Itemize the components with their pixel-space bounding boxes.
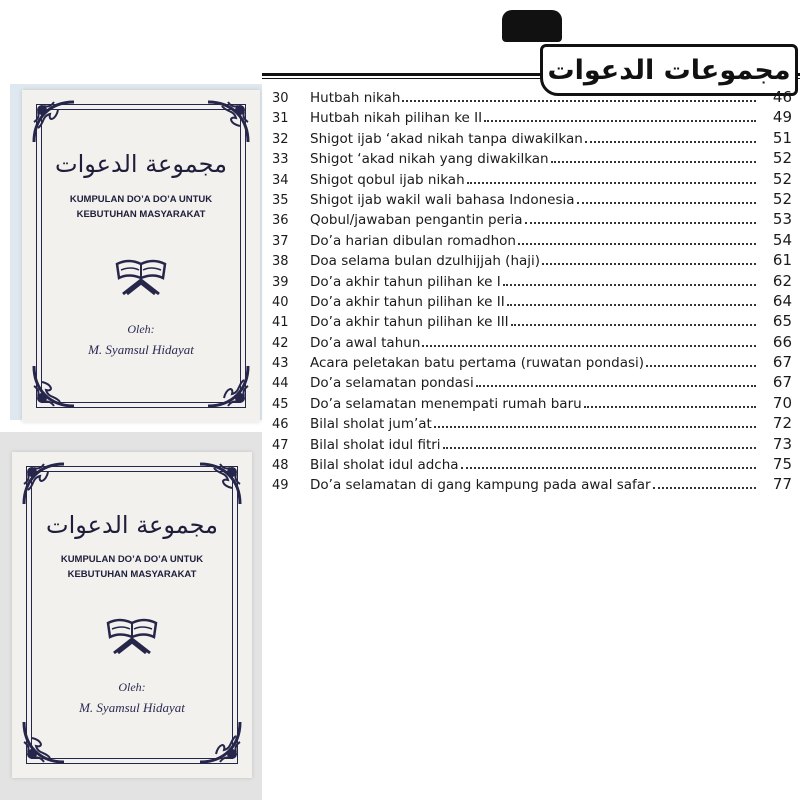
toc-page-number: 67 bbox=[772, 373, 792, 392]
corner-ornament-icon bbox=[20, 460, 68, 512]
toc-row bbox=[272, 272, 792, 292]
toc-leader-dots bbox=[525, 210, 756, 224]
toc-leader-dots bbox=[402, 88, 756, 102]
toc-row bbox=[272, 231, 792, 251]
toc-page-number: 52 bbox=[772, 189, 792, 208]
toc-leader-dots bbox=[422, 333, 756, 347]
toc-number: 43 bbox=[272, 356, 289, 372]
toc-title: Do’a selamatan pondasi bbox=[310, 375, 474, 392]
toc-row bbox=[272, 190, 792, 210]
cover-author: M. Syamsul Hidayat bbox=[79, 699, 185, 715]
toc-page-number: 53 bbox=[772, 210, 792, 229]
toc-leader-dots bbox=[577, 190, 756, 204]
toc-page-number: 46 bbox=[772, 88, 792, 106]
toc-row bbox=[272, 251, 792, 271]
toc-leader-dots bbox=[646, 353, 756, 367]
toc-number: 33 bbox=[272, 152, 289, 168]
cover-oleh-label: Oleh: bbox=[127, 322, 155, 337]
toc-row bbox=[272, 435, 792, 455]
page-arabic-title: مجموعات الدعوات bbox=[540, 44, 798, 96]
quran-on-stand-icon bbox=[113, 256, 169, 300]
toc-page-number: 51 bbox=[772, 128, 792, 147]
page-number-tab bbox=[502, 10, 562, 42]
toc-number: 45 bbox=[272, 396, 289, 412]
toc-title: Shigot ijab ‘akad nikah tanpa diwakilkan bbox=[310, 130, 583, 147]
toc-leader-dots bbox=[518, 231, 756, 245]
toc-number: 48 bbox=[272, 458, 289, 474]
toc-number: 36 bbox=[272, 213, 289, 229]
toc-row bbox=[272, 129, 792, 149]
toc-leader-dots bbox=[551, 149, 756, 163]
toc-title: Qobul/jawaban pengantin peria bbox=[310, 212, 523, 229]
toc-row bbox=[272, 394, 792, 414]
toc-leader-dots bbox=[503, 272, 756, 286]
toc-row bbox=[272, 292, 792, 312]
toc-page-number: 54 bbox=[772, 230, 792, 249]
toc-number: 42 bbox=[272, 335, 289, 351]
toc-leader-dots bbox=[511, 312, 756, 326]
quran-on-stand-icon bbox=[104, 615, 160, 659]
toc-row bbox=[272, 210, 792, 230]
toc-page-number: 66 bbox=[772, 332, 792, 351]
toc-leader-dots bbox=[443, 435, 756, 449]
toc-number: 40 bbox=[272, 294, 289, 310]
corner-ornament-icon bbox=[20, 718, 68, 770]
toc-page-number: 52 bbox=[772, 169, 792, 188]
toc-row bbox=[272, 333, 792, 353]
toc-number: 38 bbox=[272, 254, 289, 270]
toc-row bbox=[272, 414, 792, 434]
cover-arabic-title: مجموعة الدعوات bbox=[55, 149, 227, 178]
toc-leader-dots bbox=[484, 108, 756, 122]
book-cover-top bbox=[22, 90, 260, 422]
toc-title: Shigot ijab wakil wali bahasa Indonesia bbox=[310, 191, 575, 208]
corner-ornament-icon bbox=[196, 460, 244, 512]
toc-page-number: 72 bbox=[772, 414, 792, 433]
toc-row bbox=[272, 373, 792, 393]
cover-subtitle-line1: KUMPULAN DO’A DO’A UNTUK bbox=[60, 554, 204, 566]
toc-row bbox=[272, 312, 792, 332]
toc-page-number: 62 bbox=[772, 271, 792, 290]
cover-subtitle-line2: KEBUTUHAN MASYARAKAT bbox=[67, 569, 197, 581]
toc-title: Hutbah nikah bbox=[310, 90, 401, 106]
toc-number: 49 bbox=[272, 478, 289, 494]
toc-leader-dots bbox=[584, 394, 756, 408]
toc-number: 34 bbox=[272, 172, 289, 188]
toc-row bbox=[272, 88, 792, 108]
toc-title: Do’a harian dibulan romadhon bbox=[310, 232, 516, 249]
toc-number: 32 bbox=[272, 131, 289, 147]
toc-title: Bilal sholat idul adcha bbox=[310, 457, 459, 474]
toc-title: Bilal sholat jum’at bbox=[310, 416, 432, 433]
book-cover-bottom bbox=[12, 452, 252, 778]
toc-leader-dots bbox=[476, 373, 756, 387]
toc-page-number: 77 bbox=[772, 475, 792, 494]
toc-page-number: 75 bbox=[772, 455, 792, 474]
toc-page-number: 61 bbox=[772, 251, 792, 270]
toc-title: Acara peletakan batu pertama (ruwatan pondasi) bbox=[310, 355, 645, 372]
toc-title: Hutbah nikah pilihan ke II bbox=[310, 110, 483, 127]
corner-ornament-icon bbox=[30, 362, 78, 414]
cover-oleh-label: Oleh: bbox=[118, 680, 146, 695]
toc-leader-dots bbox=[653, 475, 756, 489]
toc-leader-dots bbox=[467, 170, 756, 184]
toc-title: Shigot qobul ijab nikah bbox=[310, 171, 465, 188]
toc-page-number: 67 bbox=[772, 353, 792, 372]
toc-title: Do’a akhir tahun pilihan ke I bbox=[310, 273, 501, 290]
cover-arabic-title: مجموعة الدعوات bbox=[46, 510, 218, 539]
toc-row bbox=[272, 353, 792, 373]
toc-title: Do’a akhir tahun pilihan ke II bbox=[310, 293, 505, 310]
toc-number: 31 bbox=[272, 111, 289, 127]
toc-number: 44 bbox=[272, 376, 289, 392]
toc-leader-dots bbox=[507, 292, 756, 306]
toc-page-number: 52 bbox=[772, 149, 792, 168]
toc-row bbox=[272, 455, 792, 475]
toc-title: Do’a akhir tahun pilihan ke III bbox=[310, 314, 509, 331]
toc-title: Bilal sholat idul fitri bbox=[310, 436, 441, 453]
toc-row bbox=[272, 475, 792, 495]
toc-page-number: 65 bbox=[772, 312, 792, 331]
toc-title: Do’a selamatan di gang kampung pada awal safar bbox=[310, 477, 651, 494]
toc-row bbox=[272, 108, 792, 128]
toc-page-number: 70 bbox=[772, 393, 792, 412]
table-of-contents bbox=[272, 88, 792, 496]
toc-leader-dots bbox=[461, 455, 756, 469]
toc-number: 46 bbox=[272, 417, 289, 433]
toc-leader-dots bbox=[434, 414, 756, 428]
toc-number: 35 bbox=[272, 192, 289, 208]
cover-subtitle-line2: KEBUTUHAN MASYARAKAT bbox=[76, 208, 206, 220]
corner-ornament-icon bbox=[204, 362, 252, 414]
toc-title: Do’a selamatan menempati rumah baru bbox=[310, 395, 582, 412]
toc-number: 39 bbox=[272, 274, 289, 290]
toc-leader-dots bbox=[542, 251, 756, 265]
toc-number: 30 bbox=[272, 91, 289, 106]
toc-leader-dots bbox=[585, 129, 756, 143]
toc-number: 47 bbox=[272, 437, 289, 453]
corner-ornament-icon bbox=[196, 718, 244, 770]
toc-title: Doa selama bulan dzulhijjah (haji) bbox=[310, 253, 541, 270]
toc-row bbox=[272, 149, 792, 169]
corner-ornament-icon bbox=[204, 98, 252, 150]
toc-number: 37 bbox=[272, 233, 289, 249]
toc-title: Do’a awal tahun bbox=[310, 334, 421, 351]
toc-page-number: 49 bbox=[772, 108, 792, 127]
cover-subtitle-line1: KUMPULAN DO’A DO’A UNTUK bbox=[69, 193, 213, 205]
toc-page-number: 64 bbox=[772, 291, 792, 310]
corner-ornament-icon bbox=[30, 98, 78, 150]
toc-row bbox=[272, 170, 792, 190]
toc-page-number: 73 bbox=[772, 434, 792, 453]
toc-number: 41 bbox=[272, 315, 289, 331]
toc-title: Shigot ‘akad nikah yang diwakilkan bbox=[310, 151, 549, 168]
cover-author: M. Syamsul Hidayat bbox=[88, 342, 194, 358]
